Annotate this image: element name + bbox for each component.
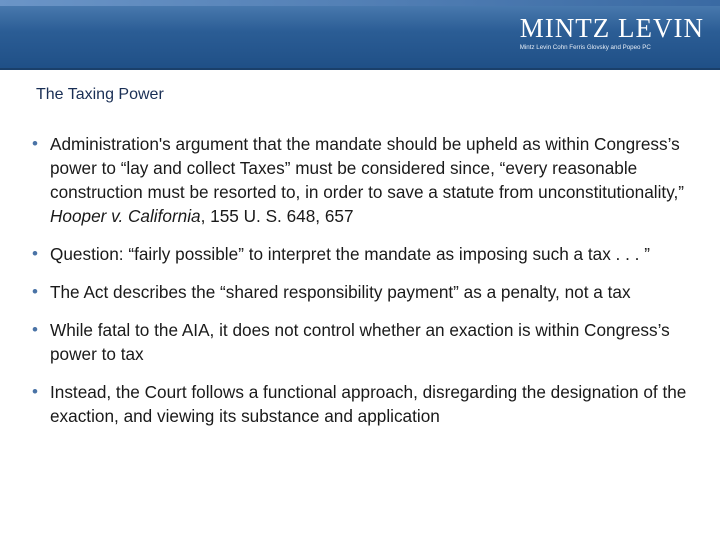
bullet-text: Instead, the Court follows a functional approach, disregarding the designation of the exaction, and viewing its substance and application bbox=[50, 382, 687, 426]
bullet-text: , 155 U. S. 648, 657 bbox=[200, 206, 354, 226]
logo-subtitle: Mintz Levin Cohn Ferris Glovsky and Popeo PC bbox=[519, 44, 651, 51]
bullet-text: Question: “fairly possible” to interpret the mandate as imposing such a tax . . . ” bbox=[50, 244, 650, 264]
bullet-list bbox=[32, 132, 692, 442]
logo-wordmark: MINTZ LEVIN bbox=[519, 13, 704, 43]
bullet-marker: • bbox=[32, 134, 38, 153]
firm-logo bbox=[520, 14, 704, 51]
bullet-text: Administration's argument that the mandate should be upheld as within Congress’s power to “lay and collect Taxes” must be considered since, “every reasonable construction must be resorted to, in order to save a statute from unconstitutionality,” bbox=[50, 134, 685, 202]
case-citation: Hooper v. California bbox=[50, 206, 201, 226]
bullet-marker: • bbox=[32, 320, 38, 339]
bullet-marker: • bbox=[32, 282, 38, 301]
bullet-item bbox=[32, 132, 692, 228]
bullet-marker: • bbox=[32, 244, 38, 263]
bullet-item bbox=[32, 280, 692, 304]
bullet-item bbox=[32, 242, 692, 266]
bullet-marker: • bbox=[32, 382, 38, 401]
bullet-item bbox=[32, 380, 692, 428]
bullet-text: The Act describes the “shared responsibility payment” as a penalty, not a tax bbox=[50, 282, 631, 302]
bullet-item bbox=[32, 318, 692, 366]
header-band bbox=[0, 0, 720, 70]
bullet-text: While fatal to the AIA, it does not control whether an exaction is within Congress’s power to tax bbox=[50, 320, 670, 364]
slide-title: The Taxing Power bbox=[36, 86, 164, 103]
